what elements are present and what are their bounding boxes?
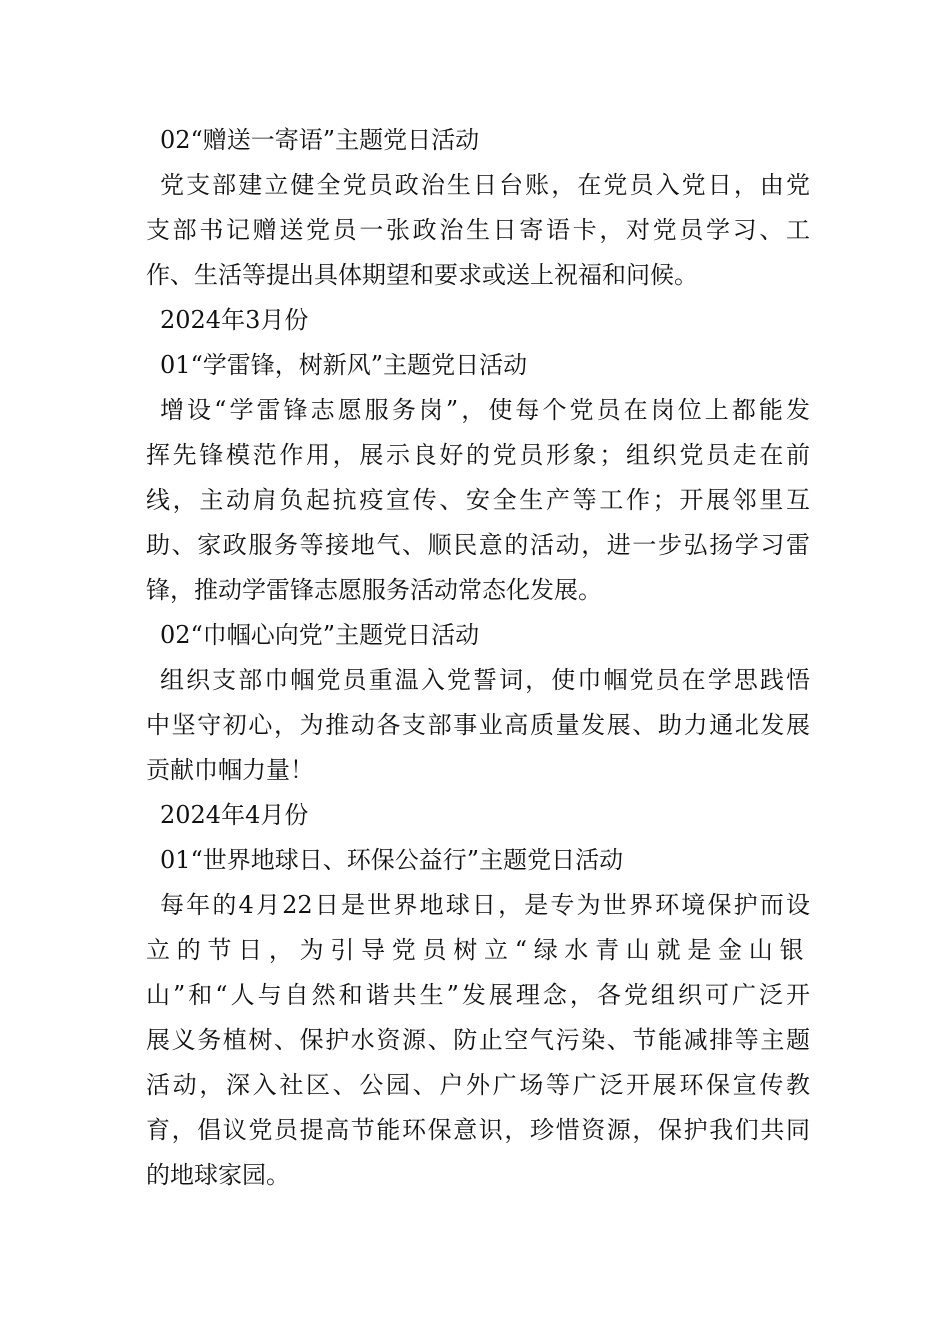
activity-heading: 02“巾帼心向党”主题党日活动	[160, 621, 480, 649]
paragraph-line: 作、生活等提出具体期望和要求或送上祝福和问候。	[146, 261, 698, 289]
paragraph-line: 中坚守初心，为推动各支部事业高质量发展、助力通北发展	[146, 711, 810, 739]
paragraph-line: 组织支部巾帼党员重温入党誓词，使巾帼党员在学思践悟	[160, 666, 810, 694]
paragraph-line: 山”和“人与自然和谐共生”发展理念，各党组织可广泛开	[146, 981, 810, 1009]
paragraph-line: 支部书记赠送党员一张政治生日寄语卡，对党员学习、工	[146, 216, 810, 244]
paragraph-line: 党支部建立健全党员政治生日台账，在党员入党日，由党	[160, 171, 810, 199]
paragraph-line: 立的节日，为引导党员树立“绿水青山就是金山银	[146, 936, 810, 964]
month-heading: 2024年3月份	[160, 306, 309, 334]
paragraph-line: 锋，推动学雷锋志愿服务活动常态化发展。	[146, 576, 602, 604]
paragraph-line: 的地球家园。	[146, 1161, 290, 1189]
paragraph-line: 挥先锋模范作用，展示良好的党员形象；组织党员走在前	[146, 441, 810, 469]
paragraph-line: 每年的4月22日是世界地球日，是专为世界环境保护而设	[160, 891, 810, 919]
paragraph-line: 线，主动肩负起抗疫宣传、安全生产等工作；开展邻里互	[146, 486, 810, 514]
activity-heading: 02“赠送一寄语”主题党日活动	[160, 126, 480, 154]
month-heading: 2024年4月份	[160, 801, 309, 829]
paragraph-line: 展义务植树、保护水资源、防止空气污染、节能减排等主题	[146, 1026, 810, 1054]
activity-heading: 01“世界地球日、环保公益行”主题党日活动	[160, 846, 624, 874]
paragraph-line: 助、家政服务等接地气、顺民意的活动，进一步弘扬学习雷	[146, 531, 810, 559]
paragraph-line: 活动，深入社区、公园、户外广场等广泛开展环保宣传教	[146, 1071, 810, 1099]
paragraph-line: 育，倡议党员提高节能环保意识，珍惜资源，保护我们共同	[146, 1116, 810, 1144]
activity-heading: 01“学雷锋，树新风”主题党日活动	[160, 351, 528, 379]
paragraph-line: 增设“学雷锋志愿服务岗”，使每个党员在岗位上都能发	[160, 396, 810, 424]
paragraph-line: 贡献巾帼力量！	[146, 756, 314, 784]
document-page	[146, 118, 810, 1198]
